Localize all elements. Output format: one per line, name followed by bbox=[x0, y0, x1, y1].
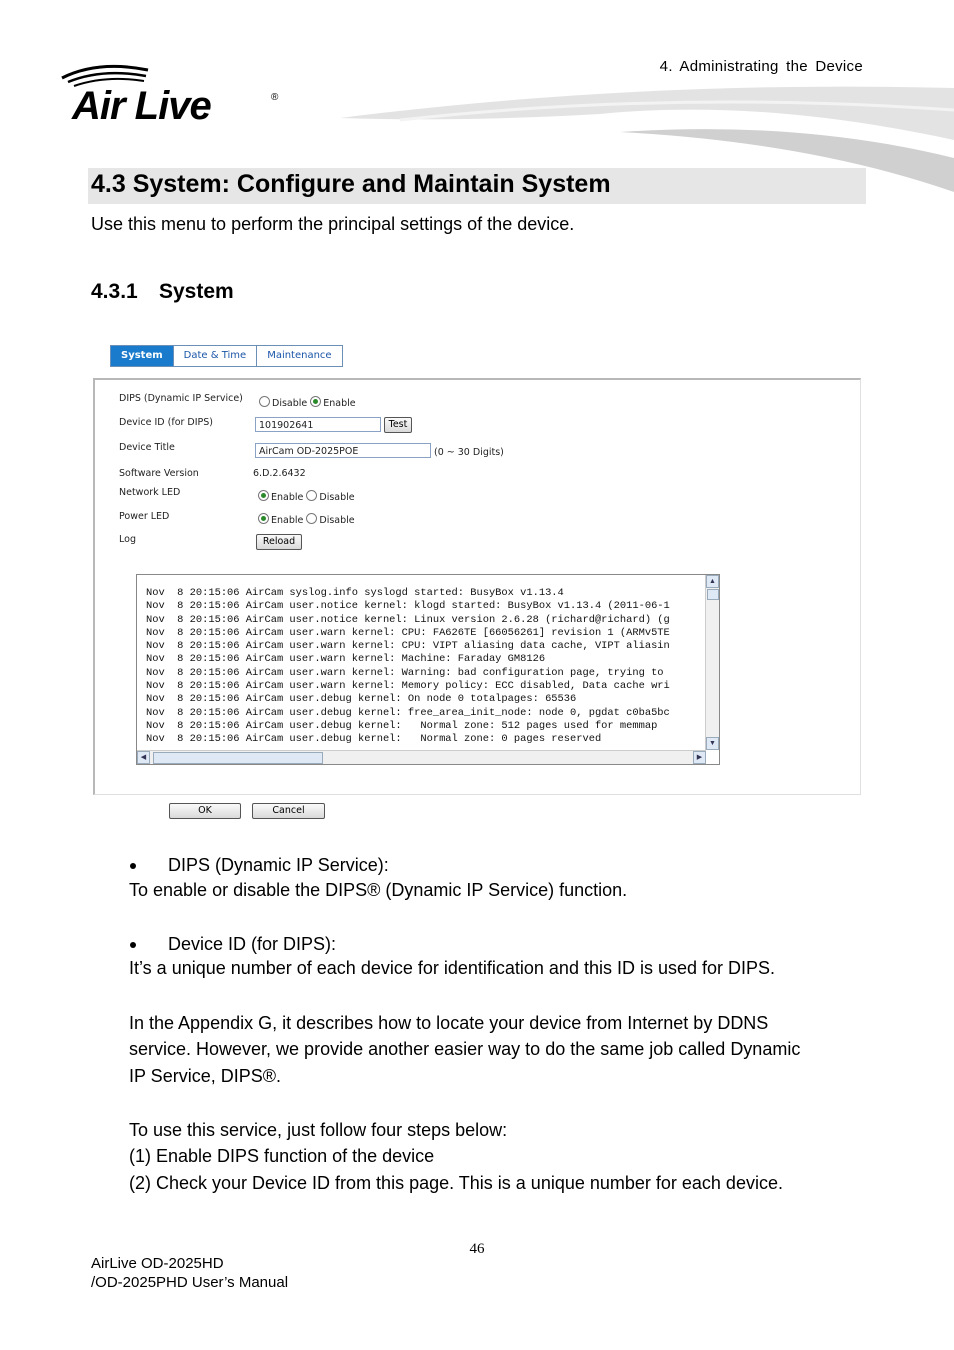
log-line: Nov 8 20:15:06 AirCam syslog.info syslogd started: BusyBox v1.13.4 bbox=[146, 587, 564, 599]
network-led-radio-group bbox=[258, 490, 355, 503]
footer-manual-title bbox=[91, 1254, 288, 1292]
chapter-header: 4. Administrating the Device bbox=[659, 58, 863, 75]
software-version-label: Software Version bbox=[119, 468, 199, 479]
log-line: Nov 8 20:15:06 AirCam user.notice kernel: Linux version 2.6.28 (richard@richard) (g bbox=[146, 613, 670, 626]
log-line: Nov 8 20:15:06 AirCam user.debug kernel: On node 0 totalpages: 65536 bbox=[146, 693, 577, 706]
device-title-label: Device Title bbox=[119, 442, 175, 453]
log-vertical-scrollbar[interactable] bbox=[705, 575, 719, 750]
dips-enable-radio[interactable] bbox=[310, 396, 321, 407]
settings-tabs bbox=[110, 345, 343, 367]
network-led-enable-radio[interactable] bbox=[258, 490, 269, 501]
log-label: Log bbox=[119, 534, 136, 545]
log-line: Nov 8 20:15:06 AirCam user.warn kernel: CPU: FA626TE [66056261] revision 1 (ARMv5TE bbox=[146, 626, 670, 639]
device-id-label: Device ID (for DIPS) bbox=[119, 417, 214, 428]
power-led-enable-label: Enable bbox=[271, 515, 304, 526]
log-line: Nov 8 20:15:06 AirCam user.notice kernel: klogd started: BusyBox v1.13.4 (2011-06-1 bbox=[146, 600, 670, 613]
section-title: 4.3 System: Configure and Maintain System bbox=[91, 170, 611, 198]
svg-text:®: ® bbox=[271, 92, 279, 103]
tab-maintenance[interactable]: Maintenance bbox=[257, 346, 341, 366]
dips-label: DIPS (Dynamic IP Service) bbox=[119, 393, 243, 404]
footer-line-1: AirLive OD-2025HD bbox=[91, 1255, 224, 1272]
airlive-logo bbox=[58, 60, 288, 126]
scroll-up-arrow-icon[interactable]: ▲ bbox=[706, 575, 719, 588]
bullet-dot bbox=[130, 942, 136, 948]
network-led-label: Network LED bbox=[119, 487, 181, 498]
power-led-radio-group bbox=[258, 513, 355, 526]
vertical-scroll-thumb[interactable] bbox=[707, 589, 719, 600]
ok-button[interactable]: OK bbox=[169, 803, 241, 819]
dips-radio-group bbox=[259, 396, 356, 409]
power-led-enable-radio[interactable] bbox=[258, 513, 269, 524]
subsection-name: System bbox=[159, 280, 234, 303]
step-1: (1) Enable DIPS function of the device bbox=[129, 1146, 435, 1166]
subsection-title bbox=[91, 280, 234, 304]
log-content bbox=[146, 587, 706, 747]
power-led-disable-radio[interactable] bbox=[306, 513, 317, 524]
scroll-left-arrow-icon[interactable]: ◀ bbox=[137, 751, 150, 764]
log-line: Nov 8 20:15:06 AirCam user.debug kernel: Normal zone: 512 pages used for memmap bbox=[146, 719, 658, 732]
power-led-disable-label: Disable bbox=[319, 515, 355, 526]
scroll-down-arrow-icon[interactable]: ▼ bbox=[706, 737, 719, 750]
reload-button[interactable]: Reload bbox=[256, 534, 302, 550]
cancel-button[interactable]: Cancel bbox=[252, 803, 325, 819]
log-textarea[interactable] bbox=[136, 574, 720, 765]
network-led-disable-radio[interactable] bbox=[306, 490, 317, 501]
dips-disable-label: Disable bbox=[272, 398, 308, 409]
tab-system[interactable]: System bbox=[111, 346, 174, 366]
log-line: Nov 8 20:15:06 AirCam user.debug kernel: free_area_init_node: node 0, pgdat c0ba5bc bbox=[146, 706, 670, 719]
subsection-number: 4.3.1 bbox=[91, 280, 138, 303]
device-title-input[interactable]: AirCam OD-2025POE bbox=[255, 443, 431, 458]
bullet-device-id-description: It’s a unique number of each device for identification and this ID is used for DIPS. bbox=[129, 958, 776, 978]
dips-disable-radio[interactable] bbox=[259, 396, 270, 407]
test-button[interactable]: Test bbox=[384, 417, 412, 433]
device-title-hint: (0 ~ 30 Digits) bbox=[434, 447, 504, 458]
dips-enable-label: Enable bbox=[323, 398, 356, 409]
paragraph-appendix-line3: IP Service, DIPS®. bbox=[129, 1066, 281, 1086]
bullet-device-id-title: Device ID (for DIPS): bbox=[168, 934, 337, 954]
footer-line-2: /OD-2025PHD User’s Manual bbox=[91, 1274, 289, 1291]
section-intro: Use this menu to perform the principal settings of the device. bbox=[91, 214, 575, 234]
network-led-enable-label: Enable bbox=[271, 492, 304, 503]
log-horizontal-scrollbar[interactable] bbox=[137, 750, 706, 764]
log-line: Nov 8 20:15:06 AirCam user.warn kernel: CPU: VIPT aliasing data cache, VIPT aliasin bbox=[146, 640, 670, 653]
bullet-dot bbox=[130, 863, 136, 869]
page-number: 46 bbox=[469, 1241, 485, 1257]
log-line: Nov 8 20:15:06 AirCam user.warn kernel: Warning: bad configuration page, trying to bbox=[146, 666, 664, 679]
bullet-dips-title: DIPS (Dynamic IP Service): bbox=[168, 855, 389, 875]
bullet-dips-description: To enable or disable the DIPS® (Dynamic IP Service) function. bbox=[129, 880, 628, 900]
paragraph-appendix-line1: In the Appendix G, it describes how to locate your device from Internet by DDNS bbox=[129, 1013, 769, 1033]
log-line: Nov 8 20:15:06 AirCam user.warn kernel: Memory policy: ECC disabled, Data cache wri bbox=[146, 680, 670, 693]
paragraph-appendix-line2: service. However, we provide another easier way to do the same job called Dynamic bbox=[129, 1039, 801, 1059]
log-line: Nov 8 20:15:06 AirCam user.debug kernel: Normal zone: 0 pages reserved bbox=[146, 733, 602, 746]
tab-date-time[interactable]: Date & Time bbox=[174, 346, 258, 366]
scroll-right-arrow-icon[interactable]: ▶ bbox=[693, 751, 706, 764]
log-line: Nov 8 20:15:06 AirCam user.warn kernel: Machine: Faraday GM8126 bbox=[146, 653, 546, 666]
power-led-label: Power LED bbox=[119, 511, 170, 522]
horizontal-scroll-thumb[interactable] bbox=[153, 752, 323, 764]
paragraph-steps-intro: To use this service, just follow four steps below: bbox=[129, 1120, 508, 1140]
svg-text:Air Live: Air Live bbox=[72, 84, 211, 126]
device-id-input[interactable]: 101902641 bbox=[255, 417, 381, 432]
software-version-value: 6.D.2.6432 bbox=[253, 468, 306, 479]
network-led-disable-label: Disable bbox=[319, 492, 355, 503]
step-2: (2) Check your Device ID from this page. This is a unique number for each device. bbox=[129, 1173, 783, 1193]
